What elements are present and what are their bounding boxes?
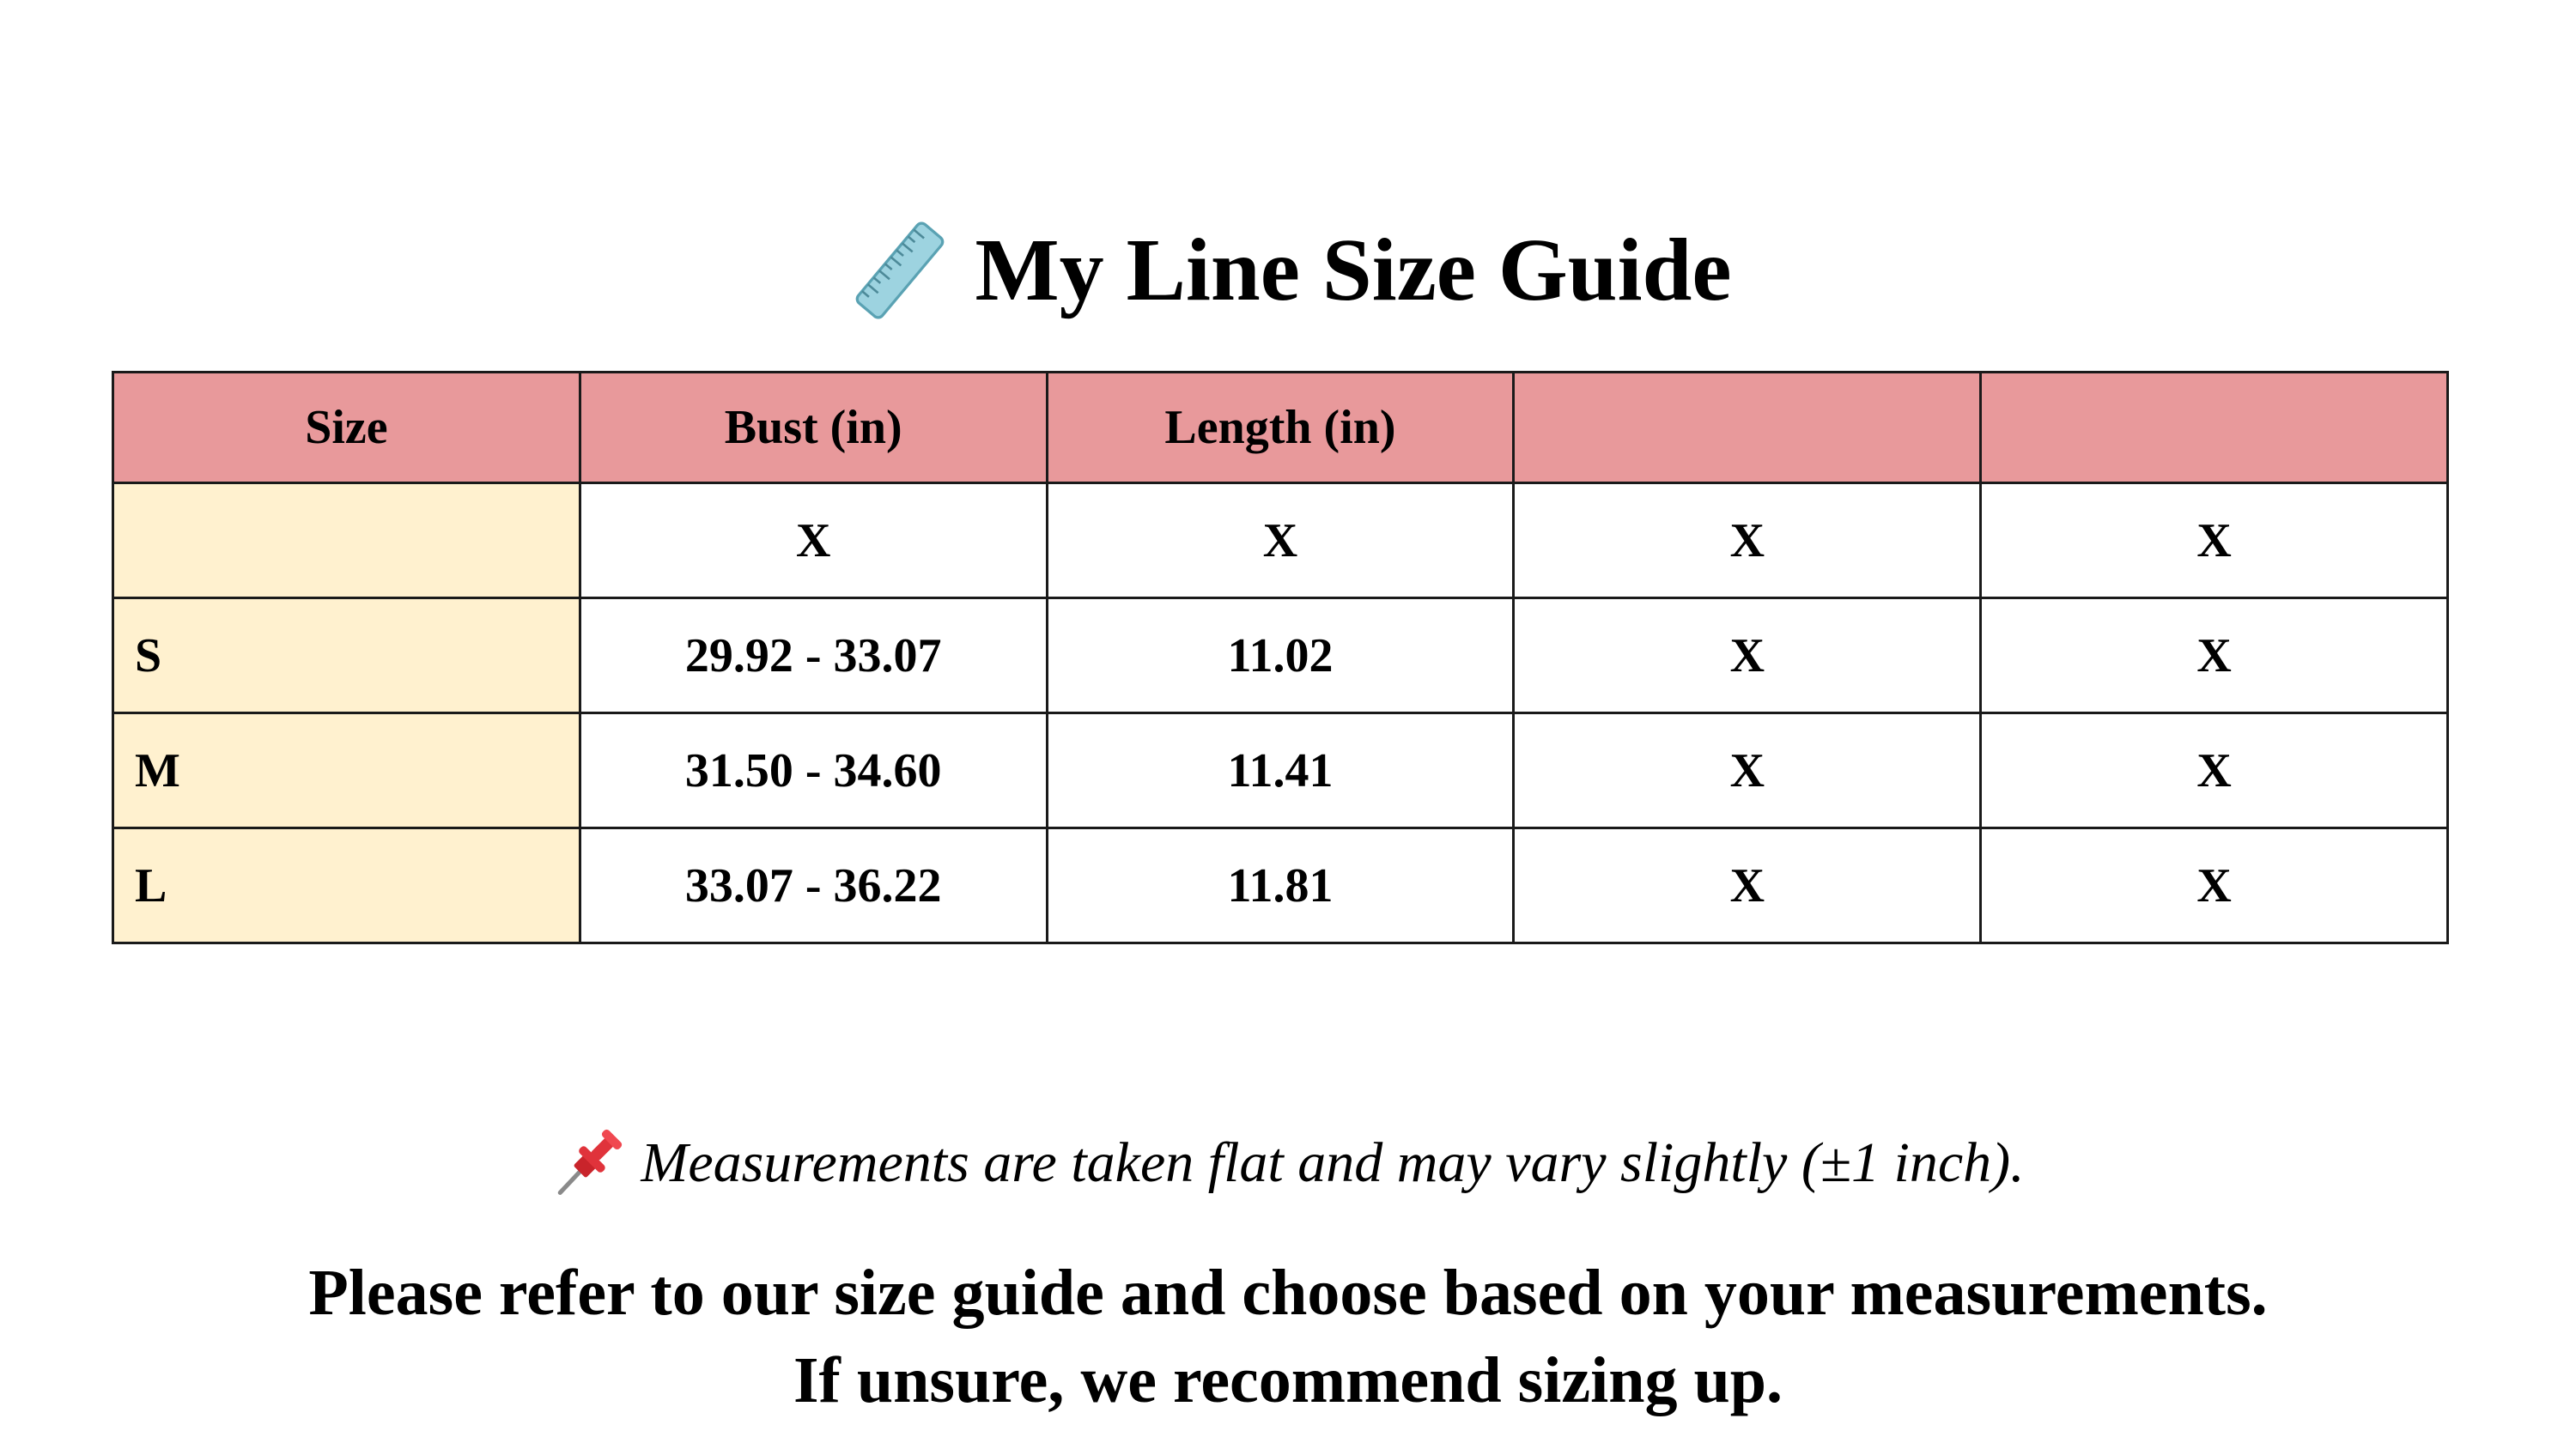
header-blank-1 <box>1514 373 1981 483</box>
table-header-row <box>113 373 2448 483</box>
length-cell: 11.81 <box>1047 828 1514 943</box>
measurement-note <box>0 1116 2576 1210</box>
value-cell: X <box>1981 828 2448 943</box>
value-cell: X <box>1981 598 2448 713</box>
bust-cell: 33.07 - 36.22 <box>580 828 1047 943</box>
header-length: Length (in) <box>1047 373 1514 483</box>
ruler-icon <box>844 215 956 326</box>
table-row <box>113 713 2448 828</box>
size-cell: M <box>113 713 580 828</box>
footer-line-2: If unsure, we recommend sizing up. <box>793 1344 1783 1416</box>
value-cell: X <box>1514 713 1981 828</box>
bust-cell: 31.50 - 34.60 <box>580 713 1047 828</box>
footer-message <box>0 1249 2576 1424</box>
page-title <box>0 206 2576 335</box>
length-cell: X <box>1047 483 1514 598</box>
value-cell: X <box>1514 483 1981 598</box>
value-cell: X <box>1981 713 2448 828</box>
size-cell <box>113 483 580 598</box>
size-cell: S <box>113 598 580 713</box>
table-row <box>113 828 2448 943</box>
length-cell: 11.02 <box>1047 598 1514 713</box>
size-cell: L <box>113 828 580 943</box>
note-text: Measurements are taken flat and may vary slightly (±1 inch). <box>641 1131 2025 1194</box>
header-blank-2 <box>1981 373 2448 483</box>
value-cell: X <box>1514 828 1981 943</box>
bust-cell: 29.92 - 33.07 <box>580 598 1047 713</box>
value-cell: X <box>1981 483 2448 598</box>
pushpin-icon <box>551 1126 625 1200</box>
value-cell: X <box>1514 598 1981 713</box>
length-cell: 11.41 <box>1047 713 1514 828</box>
size-table <box>112 371 2449 944</box>
table-row <box>113 598 2448 713</box>
table-row <box>113 483 2448 598</box>
header-bust: Bust (in) <box>580 373 1047 483</box>
footer-line-1: Please refer to our size guide and choose based on your measurements. <box>308 1257 2268 1329</box>
bust-cell: X <box>580 483 1047 598</box>
header-size: Size <box>113 373 580 483</box>
title-text: My Line Size Guide <box>975 221 1732 319</box>
